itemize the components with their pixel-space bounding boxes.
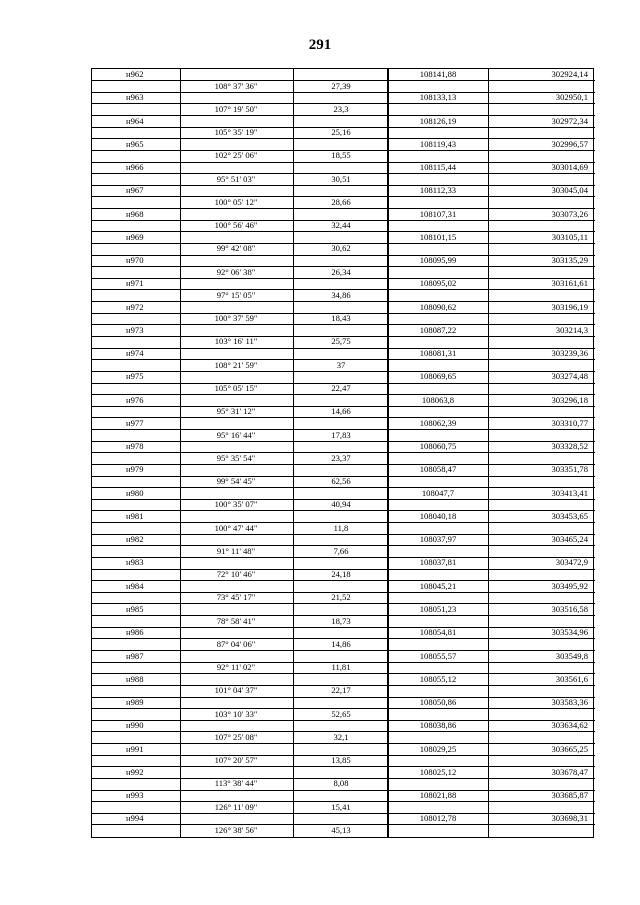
segment-row	[92, 267, 593, 278]
segment-row	[92, 243, 593, 254]
direction-angle: 99° 54' 45"	[216, 476, 256, 487]
point-row	[92, 720, 593, 731]
point-row	[92, 348, 593, 359]
x-coordinate: 108040,18	[419, 510, 457, 521]
direction-angle: 95° 16' 44"	[216, 429, 256, 440]
point-row	[92, 116, 593, 127]
point-row	[92, 278, 593, 289]
x-coordinate: 108133,13	[419, 92, 457, 103]
y-coordinate: 303472,9	[555, 557, 588, 568]
y-coordinate: 303073,26	[551, 208, 588, 219]
segment-length: 52,65	[331, 708, 351, 719]
segment-row	[92, 802, 593, 813]
y-coordinate: 303014,69	[551, 162, 588, 173]
point-name: н982	[126, 534, 144, 545]
x-coordinate: 108021,88	[419, 790, 457, 801]
point-row	[92, 651, 593, 662]
point-row	[92, 232, 593, 243]
row-divider	[92, 708, 388, 709]
segment-length: 28,66	[331, 196, 351, 207]
direction-angle: 107° 19' 50"	[214, 103, 258, 114]
point-row	[92, 139, 593, 150]
row-divider	[92, 801, 388, 802]
point-name: н973	[126, 324, 144, 335]
point-name: н992	[126, 766, 144, 777]
point-row	[92, 185, 593, 196]
x-coordinate: 108115,44	[419, 162, 457, 173]
segment-row	[92, 778, 593, 789]
y-coordinate: 303665,25	[551, 743, 588, 754]
direction-angle: 113° 38' 44"	[214, 778, 258, 789]
segment-length: 18,73	[331, 615, 351, 626]
row-divider	[388, 173, 595, 174]
y-coordinate: 303465,24	[551, 534, 588, 545]
segment-row	[92, 150, 593, 161]
point-row	[92, 557, 593, 568]
y-coordinate: 303135,29	[551, 255, 588, 266]
row-divider	[92, 615, 388, 616]
y-coordinate: 303351,78	[551, 464, 588, 475]
direction-angle: 100° 35' 07"	[214, 499, 258, 510]
direction-angle: 103° 10' 33"	[214, 708, 258, 719]
row-divider	[388, 755, 595, 756]
segment-row	[92, 709, 593, 720]
segment-row	[92, 197, 593, 208]
direction-angle: 126° 11' 09"	[214, 801, 258, 812]
row-divider	[92, 289, 388, 290]
row-divider	[92, 220, 388, 221]
point-name: н970	[126, 255, 144, 266]
point-name: н962	[126, 69, 144, 79]
y-coordinate: 302924,14	[551, 69, 588, 79]
point-name: н969	[126, 231, 144, 242]
row-divider	[388, 522, 595, 523]
x-coordinate: 108119,43	[419, 138, 457, 149]
point-row	[92, 790, 593, 801]
segment-row	[92, 523, 593, 534]
segment-length: 18,43	[331, 313, 351, 324]
row-divider	[388, 452, 595, 453]
direction-angle: 95° 31' 12"	[216, 406, 256, 417]
row-divider	[388, 499, 595, 500]
row-divider	[388, 383, 595, 384]
x-coordinate: 108101,15	[419, 231, 457, 242]
direction-angle: 100° 37' 59"	[214, 313, 258, 324]
x-coordinate: 108141,88	[419, 69, 457, 79]
direction-angle: 78° 58' 41"	[216, 615, 256, 626]
x-coordinate: 108025,12	[419, 766, 457, 777]
point-row	[92, 302, 593, 313]
x-coordinate: 108112,33	[419, 185, 457, 196]
y-coordinate: 303274,48	[551, 371, 588, 382]
row-divider	[92, 731, 388, 732]
segment-row	[92, 313, 593, 324]
direction-angle: 87° 04' 06"	[216, 638, 256, 649]
row-divider	[388, 103, 595, 104]
row-divider	[92, 824, 388, 825]
row-divider	[92, 266, 388, 267]
point-row	[92, 69, 593, 80]
y-coordinate: 303161,61	[551, 278, 588, 289]
segment-length: 23,3	[333, 103, 349, 114]
point-name: н976	[126, 394, 144, 405]
y-coordinate: 303495,92	[551, 580, 588, 591]
row-divider	[388, 685, 595, 686]
x-coordinate: 108126,19	[419, 115, 457, 126]
x-coordinate: 108095,99	[419, 255, 457, 266]
x-coordinate: 108081,31	[419, 348, 457, 359]
point-name: н967	[126, 185, 144, 196]
segment-row	[92, 290, 593, 301]
x-coordinate: 108038,86	[419, 720, 457, 731]
direction-angle: 105° 35' 19"	[214, 127, 258, 138]
y-coordinate: 303678,47	[551, 766, 588, 777]
point-row	[92, 162, 593, 173]
segment-length: 34,86	[331, 289, 351, 300]
row-divider	[388, 289, 595, 290]
y-coordinate: 303239,36	[551, 348, 588, 359]
segment-row	[92, 825, 593, 836]
row-divider	[92, 499, 388, 500]
point-name: н981	[126, 510, 144, 521]
row-divider	[92, 406, 388, 407]
direction-angle: 101° 04' 37"	[214, 685, 258, 696]
x-coordinate: 108062,39	[419, 417, 457, 428]
row-divider	[92, 638, 388, 639]
row-divider	[92, 173, 388, 174]
direction-angle: 105° 05' 15"	[214, 383, 258, 393]
point-row	[92, 441, 593, 452]
x-coordinate: 108051,23	[419, 603, 457, 614]
row-divider	[92, 80, 388, 81]
x-coordinate: 108095,02	[419, 278, 457, 289]
point-row	[92, 581, 593, 592]
point-row	[92, 674, 593, 685]
row-divider	[92, 127, 388, 128]
point-name: н993	[126, 790, 144, 801]
row-divider	[388, 220, 595, 221]
row-divider	[388, 359, 595, 360]
row-divider	[388, 662, 595, 663]
segment-length: 32,44	[331, 220, 351, 231]
direction-angle: 103° 16' 11"	[214, 336, 258, 347]
row-divider	[388, 429, 595, 430]
point-row	[92, 697, 593, 708]
row-divider	[388, 824, 595, 825]
point-name: н987	[126, 650, 144, 661]
point-name: н989	[126, 697, 144, 708]
x-coordinate: 108037,97	[419, 534, 457, 545]
segment-row	[92, 81, 593, 92]
y-coordinate: 303634,62	[551, 720, 588, 731]
direction-angle: 95° 51' 03"	[216, 173, 256, 184]
point-name: н980	[126, 487, 144, 498]
direction-angle: 102° 25' 06"	[214, 150, 258, 161]
y-coordinate: 303105,11	[551, 231, 588, 242]
point-row	[92, 604, 593, 615]
segment-row	[92, 755, 593, 766]
point-row	[92, 488, 593, 499]
y-coordinate: 303561,6	[555, 673, 588, 684]
segment-row	[92, 406, 593, 417]
row-divider	[388, 150, 595, 151]
row-divider	[388, 196, 595, 197]
point-name: н964	[126, 115, 144, 126]
y-coordinate: 303045,04	[551, 185, 588, 196]
segment-length: 24,18	[331, 569, 351, 580]
point-name: н974	[126, 348, 144, 359]
row-divider	[92, 592, 388, 593]
point-name: н986	[126, 627, 144, 638]
segment-length: 22,47	[331, 383, 351, 393]
segment-row	[92, 639, 593, 650]
segment-row	[92, 616, 593, 627]
row-divider	[388, 708, 595, 709]
y-coordinate: 302950,1	[555, 92, 588, 103]
direction-angle: 100° 47' 44"	[214, 522, 258, 533]
direction-angle: 126° 38' 56"	[214, 824, 258, 835]
segment-length: 8,08	[333, 778, 349, 789]
row-divider	[388, 336, 595, 337]
segment-row	[92, 592, 593, 603]
x-coordinate: 108047,7	[421, 487, 455, 498]
point-row	[92, 511, 593, 522]
segment-length: 15,41	[331, 801, 351, 812]
row-divider	[92, 336, 388, 337]
segment-row	[92, 453, 593, 464]
row-divider	[92, 383, 388, 384]
row-divider	[388, 615, 595, 616]
segment-length: 32,1	[333, 731, 349, 742]
point-row	[92, 395, 593, 406]
row-divider	[92, 685, 388, 686]
x-coordinate: 108054,81	[419, 627, 457, 638]
y-coordinate: 303516,58	[551, 603, 588, 614]
row-divider	[388, 313, 595, 314]
point-name: н971	[126, 278, 144, 289]
point-name: н978	[126, 441, 144, 452]
direction-angle: 107° 25' 08"	[214, 731, 258, 742]
point-name: н968	[126, 208, 144, 219]
point-name: н994	[126, 813, 144, 824]
row-divider	[92, 569, 388, 570]
row-divider	[92, 429, 388, 430]
row-divider	[92, 150, 388, 151]
segment-length: 30,62	[331, 243, 351, 254]
row-divider	[92, 545, 388, 546]
direction-angle: 72° 10' 46"	[216, 569, 256, 580]
point-row	[92, 813, 593, 824]
row-divider	[388, 80, 595, 81]
row-divider	[388, 243, 595, 244]
direction-angle: 92° 06' 38"	[216, 266, 256, 277]
row-divider	[92, 476, 388, 477]
x-coordinate: 108029,25	[419, 743, 457, 754]
x-coordinate: 108012,78	[419, 813, 457, 824]
coordinates-table	[91, 68, 594, 838]
x-coordinate: 108050,86	[419, 697, 457, 708]
y-coordinate: 302996,57	[551, 138, 588, 149]
direction-angle: 99° 42' 08"	[216, 243, 256, 254]
y-coordinate: 303685,87	[551, 790, 588, 801]
segment-length: 7,66	[333, 545, 349, 556]
y-coordinate: 303214,3	[555, 324, 588, 335]
x-coordinate: 108087,22	[419, 324, 457, 335]
point-row	[92, 744, 593, 755]
segment-length: 27,39	[331, 80, 351, 91]
point-row	[92, 209, 593, 220]
direction-angle: 97° 15' 05"	[216, 289, 256, 300]
segment-length: 17,83	[331, 429, 351, 440]
y-coordinate: 303583,36	[551, 697, 588, 708]
y-coordinate: 303549,8	[555, 650, 588, 661]
row-divider	[388, 731, 595, 732]
segment-length: 14,66	[331, 406, 351, 417]
row-divider	[388, 801, 595, 802]
direction-angle: 91° 11' 48"	[216, 545, 256, 556]
segment-row	[92, 476, 593, 487]
point-name: н984	[126, 580, 144, 591]
x-coordinate: 108055,12	[419, 673, 457, 684]
x-coordinate: 108090,62	[419, 301, 457, 312]
segment-length: 37	[336, 359, 346, 370]
row-divider	[388, 127, 595, 128]
row-divider	[388, 592, 595, 593]
point-name: н990	[126, 720, 144, 731]
x-coordinate: 108058,47	[419, 464, 457, 475]
segment-length: 21,52	[331, 592, 351, 603]
point-name: н966	[126, 162, 144, 173]
row-divider	[92, 243, 388, 244]
segment-row	[92, 430, 593, 441]
row-divider	[92, 522, 388, 523]
row-divider	[92, 359, 388, 360]
point-row	[92, 92, 593, 103]
segment-row	[92, 127, 593, 138]
segment-length: 25,16	[331, 127, 351, 138]
y-coordinate: 303310,77	[551, 417, 588, 428]
segment-row	[92, 662, 593, 673]
x-coordinate: 108055,57	[419, 650, 457, 661]
row-divider	[388, 638, 595, 639]
direction-angle: 95° 35' 54"	[216, 452, 256, 463]
segment-length: 11,8	[333, 522, 349, 533]
point-row	[92, 255, 593, 266]
point-row	[92, 534, 593, 545]
point-name: н985	[126, 603, 144, 614]
y-coordinate: 303698,31	[551, 813, 588, 824]
x-coordinate: 108037,81	[419, 557, 457, 568]
point-name: н977	[126, 417, 144, 428]
point-name: н975	[126, 371, 144, 382]
x-coordinate: 108069,65	[419, 371, 457, 382]
segment-row	[92, 220, 593, 231]
row-divider	[388, 406, 595, 407]
y-coordinate: 302972,34	[551, 115, 588, 126]
point-row	[92, 371, 593, 382]
row-divider	[388, 266, 595, 267]
y-coordinate: 303453,65	[551, 510, 588, 521]
segment-row	[92, 569, 593, 580]
y-coordinate: 303196,19	[551, 301, 588, 312]
point-row	[92, 767, 593, 778]
segment-length: 14,86	[331, 638, 351, 649]
segment-length: 25,75	[331, 336, 351, 347]
row-divider	[92, 196, 388, 197]
point-row	[92, 627, 593, 638]
direction-angle: 107° 20' 57"	[214, 755, 258, 766]
segment-length: 13,85	[331, 755, 351, 766]
page-number: 291	[308, 37, 332, 53]
segment-row	[92, 336, 593, 347]
direction-angle: 100° 56' 46"	[214, 220, 258, 231]
point-name: н983	[126, 557, 144, 568]
point-name: н979	[126, 464, 144, 475]
direction-angle: 73° 45' 17"	[216, 592, 256, 603]
direction-angle: 108° 21' 59"	[214, 359, 258, 370]
x-coordinate: 108045,21	[419, 580, 457, 591]
segment-row	[92, 685, 593, 696]
row-divider	[92, 452, 388, 453]
segment-row	[92, 104, 593, 115]
segment-length: 11,81	[331, 662, 351, 673]
y-coordinate: 303328,52	[551, 441, 588, 452]
row-divider	[92, 313, 388, 314]
segment-length: 30,51	[331, 173, 351, 184]
x-coordinate: 108063,8	[421, 394, 455, 405]
direction-angle: 108° 37' 36"	[214, 80, 258, 91]
segment-row	[92, 360, 593, 371]
direction-angle: 100° 05' 12"	[214, 196, 258, 207]
point-name: н988	[126, 673, 144, 684]
segment-row	[92, 732, 593, 743]
point-name: н972	[126, 301, 144, 312]
row-divider	[388, 778, 595, 779]
y-coordinate: 303413,41	[551, 487, 588, 498]
segment-row	[92, 383, 593, 394]
segment-length: 23,37	[331, 452, 351, 463]
segment-length: 62,56	[331, 476, 351, 487]
y-coordinate: 303296,18	[551, 394, 588, 405]
x-coordinate: 108107,31	[419, 208, 457, 219]
point-name: н991	[126, 743, 144, 754]
segment-row	[92, 499, 593, 510]
point-row	[92, 418, 593, 429]
point-row	[92, 464, 593, 475]
row-divider	[388, 476, 595, 477]
point-name: н963	[126, 92, 144, 103]
x-coordinate: 108060,75	[419, 441, 457, 452]
segment-length: 18,55	[331, 150, 351, 161]
segment-length: 26,34	[331, 266, 351, 277]
point-name: н965	[126, 138, 144, 149]
segment-row	[92, 546, 593, 557]
row-divider	[92, 778, 388, 779]
point-row	[92, 325, 593, 336]
segment-row	[92, 174, 593, 185]
row-divider	[92, 755, 388, 756]
row-divider	[92, 662, 388, 663]
row-divider	[388, 545, 595, 546]
direction-angle: 92° 11' 02"	[216, 662, 256, 673]
segment-length: 40,94	[331, 499, 351, 510]
segment-length: 45,13	[331, 824, 351, 835]
row-divider	[92, 103, 388, 104]
segment-length: 22,17	[331, 685, 351, 696]
row-divider	[388, 569, 595, 570]
y-coordinate: 303534,96	[551, 627, 588, 638]
